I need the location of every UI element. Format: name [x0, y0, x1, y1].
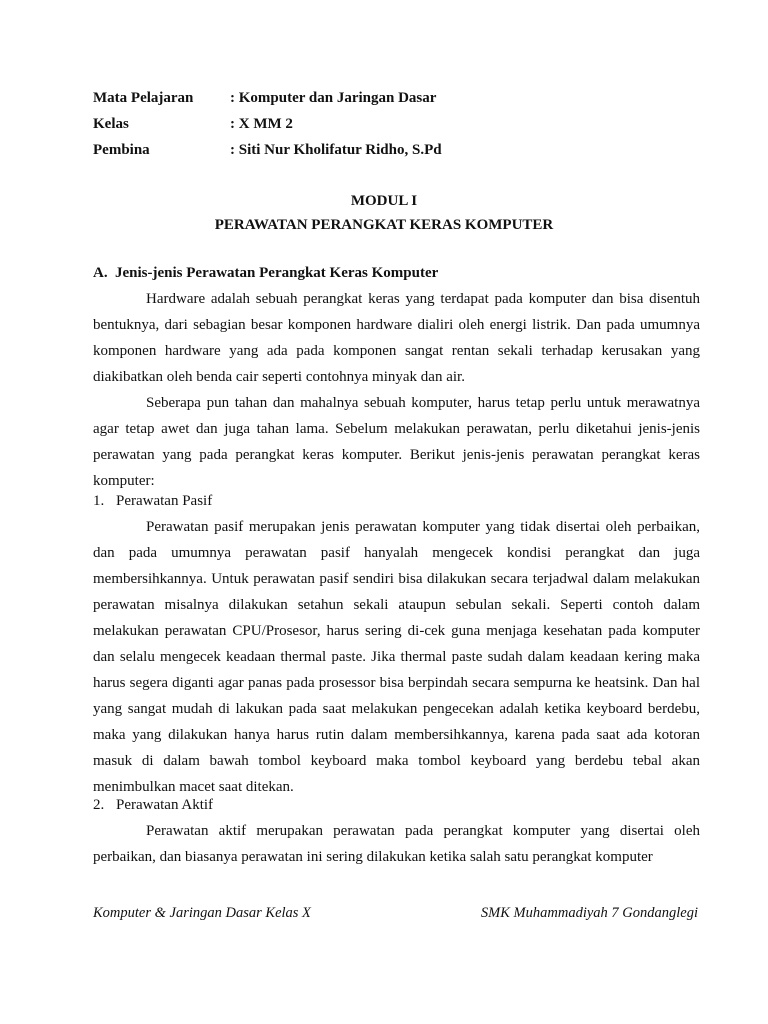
list-item-title: Perawatan Pasif [116, 493, 213, 509]
footer-course: Komputer & Jaringan Dasar Kelas X [93, 905, 311, 921]
paragraph: Perawatan pasif merupakan jenis perawatan komputer yang tidak disertai oleh perbaikan, dan pada umumnya perawatan pasif hanyalah mengecek kondisi perangkat dan juga membersihkannya. Untuk perawatan pasif sendiri bisa dilakukan secara terjadwal dalam melakukan perawatan misalnya dilakukan setahun sekali ataupun sebulan sekali. Seperti contoh dalam melakukan perawatan CPU/Prosesor, harus sering di-cek guna menjaga kesehatan pada komputer dan selalu mengecek keadaan thermal paste. Jika thermal paste sudah dalam keadaan kering maka harus segera diganti agar panas pada prosessor bisa berpindah secara sempurna ke heatsink. Dan hal yang sangat mudah di lakukan pada saat melakukan pengecekan adalah ketika keyboard berdebu, maka yang dilakukan hanya harus rutin dalam membersihkannya, karena pada saat ada kotoran masuk di dalam bawah tombol keyboard maka tombol keyboard yang berdebu tebal akan menimbulkan macet saat ditekan. [93, 519, 700, 795]
footer-school: SMK Muhammadiyah 7 Gondanglegi [480, 905, 698, 921]
section-heading-text: Jenis-jenis Perawatan Perangkat Keras Komputer [115, 265, 439, 281]
paragraph: Perawatan aktif merupakan perawatan pada perangkat komputer yang disertai oleh perbaikan, dan biasanya perawatan ini sering dilakukan ketika salah satu perangkat komputer [93, 823, 700, 865]
info-label: Mata Pelajaran [93, 90, 194, 106]
list-item-title: Perawatan Aktif [116, 797, 214, 813]
list-item-number: 1. [93, 493, 105, 509]
section-number: A. [93, 265, 108, 281]
info-value: : X MM 2 [230, 116, 293, 132]
list-item-number: 2. [93, 797, 105, 813]
info-value: : Komputer dan Jaringan Dasar [230, 90, 437, 106]
paragraph: Hardware adalah sebuah perangkat keras yang terdapat pada komputer dan bisa disentuh bentuknya, dari sebagian besar komponen hardware dialiri oleh energi listrik. Dan pada umumnya komponen hardware yang ada pada komponen sangat rentan sekali terhadap kerusakan yang diakibatkan oleh benda cair seperti contohnya minyak dan air. [93, 291, 700, 385]
info-label: Kelas [93, 116, 129, 132]
info-value: : Siti Nur Kholifatur Ridho, S.Pd [230, 142, 442, 158]
module-title: MODUL I [350, 193, 418, 209]
module-subject-title: PERAWATAN PERANGKAT KERAS KOMPUTER [214, 217, 554, 233]
info-label: Pembina [93, 142, 150, 158]
paragraph: Seberapa pun tahan dan mahalnya sebuah komputer, harus tetap perlu untuk merawatnya agar tetap awet dan juga tahan lama. Sebelum melakukan perawatan, perlu diketahui jenis-jenis perawatan yang pada perangkat keras komputer. Berikut jenis-jenis perawatan perangkat keras komputer: [93, 395, 700, 489]
